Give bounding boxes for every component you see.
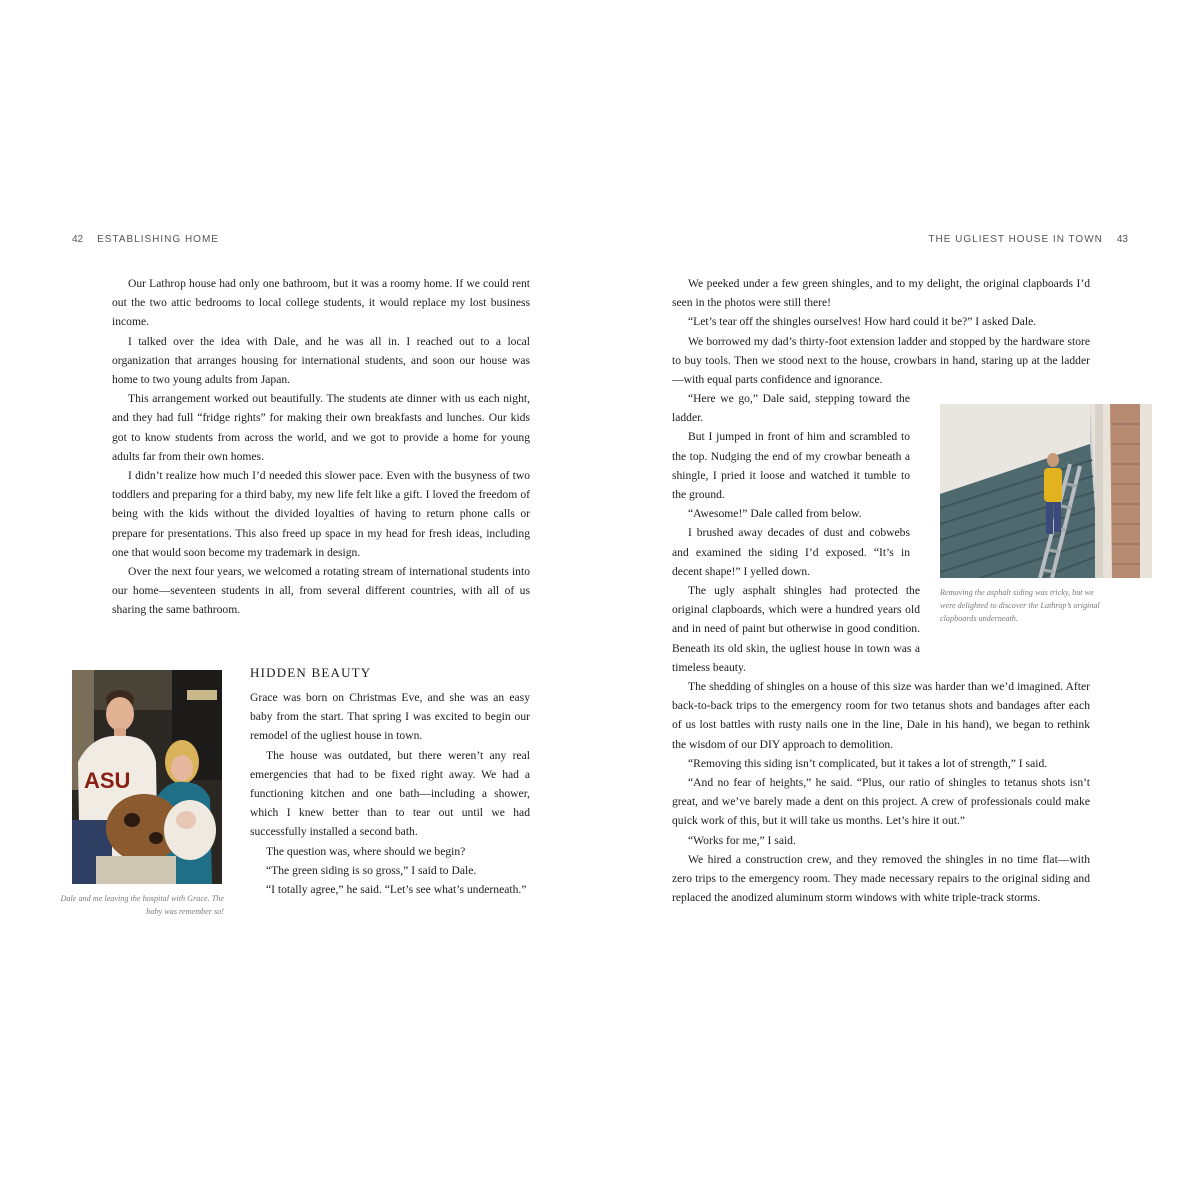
right-running-title: THE UGLIEST HOUSE IN TOWN xyxy=(928,234,1103,245)
paragraph: We borrowed my dad’s thirty-foot extension ladder and stopped by the hardware store to buy tools. Then we stood next to the house, crowbars in hand, staring up at the ladder—with equal parts confidence and ignorance. xyxy=(672,334,1090,387)
ladder-photo xyxy=(940,404,1152,578)
paragraph: Our Lathrop house had only one bathroom, but it was a roomy home. If we could rent out the two attic bedrooms to local college students, it would replace my lost business income. xyxy=(112,277,530,329)
right-body-text-top xyxy=(672,274,1090,389)
paragraph: “I totally agree,” he said. “Let’s see what’s underneath.” xyxy=(266,883,527,897)
paragraph: “Removing this siding isn’t complicated, but it takes a lot of strength,” I said. xyxy=(688,756,1048,770)
left-running-title: ESTABLISHING HOME xyxy=(97,234,219,245)
family-photo-image xyxy=(72,670,222,884)
ladder-photo-caption: Removing the asphalt siding was tricky, but we were delighted to discover the Lathrop’s original clapboards underneath. xyxy=(940,588,1100,623)
paragraph: The house was outdated, but there weren’t any real emergencies that had to be fixed right away. We had a functioning kitchen and one bath—including a shower, which I knew better than to tear out until we had successfully installed a second bath. xyxy=(250,748,530,839)
right-page xyxy=(600,0,1200,1200)
hidden-beauty-section xyxy=(250,664,530,899)
left-page-number: 42 xyxy=(72,234,84,245)
left-running-head xyxy=(58,234,219,245)
family-photo xyxy=(72,670,222,884)
paragraph: This arrangement worked out beautifully. The students ate dinner with us each night, and they had full “fridge rights” for making their own breakfasts and lunches. Our kids got to know students from across the world, and we got to provide a home for young adults far from their own homes. xyxy=(112,392,530,463)
paragraph: “The green siding is so gross,” I said to Dale. xyxy=(266,863,477,877)
paragraph: I brushed away decades of dust and cobwebs and examined the siding I’d exposed. “It’s in decent shape!” I yelled down. xyxy=(672,526,910,578)
paragraph: I didn’t realize how much I’d needed this slower pace. Even with the busyness of two toddlers and preparing for a third baby, my new life felt like a gift. I loved the freedom of being with the kids without the divided loyalties of having to return phone calls or prepare for presentations. This also freed up space in my head for fresh ideas, including one that would soon become my trademark in design. xyxy=(112,469,530,559)
paragraph: The question was, where should we begin? xyxy=(266,844,466,858)
paragraph: “And no fear of heights,” he said. “Plus, our ratio of shingles to tetanus shots isn’t great, and we’ve barely made a dent on this project. A crew of professionals could make quick work of this, but it will take us months. Let’s hire it out.” xyxy=(672,776,1090,828)
paragraph: “Here we go,” Dale said, stepping toward the ladder. xyxy=(672,392,910,425)
paragraph: I talked over the idea with Dale, and he was all in. I reached out to a local organization that arranges housing for international students, and soon our house was home to two young adults from Japan. xyxy=(112,334,530,387)
paragraph: “Let’s tear off the shingles ourselves! How hard could it be?” I asked Dale. xyxy=(688,315,1037,329)
right-body-text-wrap xyxy=(672,389,910,581)
paragraph: The shedding of shingles on a house of this size was harder than we’d imagined. After back-to-back trips to the emergency room for two tetanus shots and bandages after each of us lost battles with rusty nails one in the line, Dale in his hand), we began to rethink the wisdom of our DIY approach to demolition. xyxy=(672,680,1090,751)
family-photo-caption: Dale and me leaving the hospital with Grace. The baby was remember so! xyxy=(60,894,224,916)
paragraph: The ugly asphalt shingles had protected the original clapboards, which were a hundred years old and in need of paint but otherwise in good condition. Beneath its old skin, the ugliest house in town was a timeless beauty. xyxy=(672,584,920,674)
paragraph: We peeked under a few green shingles, and to my delight, the original clapboards I’d seen in the photos were still there! xyxy=(672,277,1090,310)
right-page-number: 43 xyxy=(1116,234,1128,245)
paragraph: Grace was born on Christmas Eve, and she was an easy baby from the start. That spring I was excited to begin our remodel of the ugliest house in town. xyxy=(250,691,530,743)
right-body-text-bottom xyxy=(672,581,1090,907)
ladder-photo-image xyxy=(940,404,1152,578)
right-running-head xyxy=(928,234,1142,245)
paragraph: We hired a construction crew, and they removed the shingles in no time flat—with zero trips to the emergency room. They made necessary repairs to the original siding and replaced the anodized aluminum storm windows with white triple-track storms. xyxy=(672,852,1090,905)
svg-text:ASU: ASU xyxy=(84,768,131,793)
paragraph: Over the next four years, we welcomed a rotating stream of international students into our home—seventeen students in all, from several different countries, with all of us sharing the same bathroom. xyxy=(112,565,530,617)
paragraph: “Works for me,” I said. xyxy=(688,833,796,847)
paragraph: “Awesome!” Dale called from below. xyxy=(688,507,862,521)
left-body-text xyxy=(112,274,530,620)
section-heading: HIDDEN BEAUTY xyxy=(250,665,372,680)
paragraph: But I jumped in front of him and scrambled to the top. Nudging the end of my crowbar beneath a shingle, I pried it loose and watched it tumble to the ground. xyxy=(672,430,910,502)
